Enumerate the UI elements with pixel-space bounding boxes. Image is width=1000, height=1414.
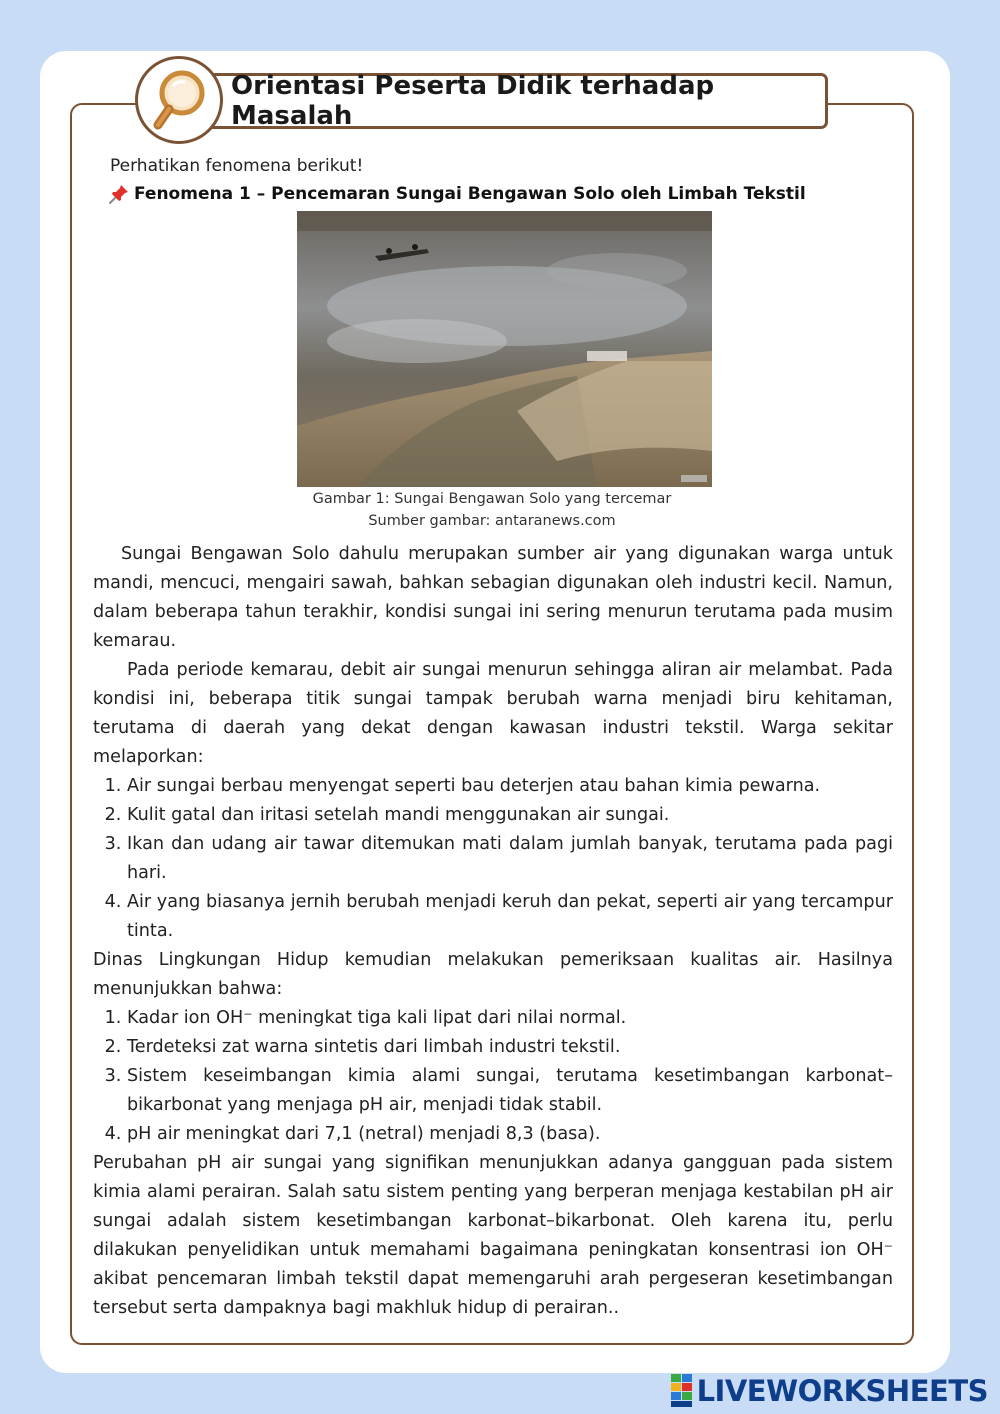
list-item: 3. Ikan dan udang air tawar ditemukan mati dalam jumlah banyak, terutama pada pagi hari. xyxy=(127,830,893,888)
magnifier-icon xyxy=(138,59,220,141)
paragraph-4: Perubahan pH air sungai yang signifikan menunjukkan adanya gangguan pada sistem kimia alami perairan. Salah satu sistem penting yang berperan menjaga kestabilan pH air sungai adalah sistem kesetimbangan karbonat–bikarbonat. Oleh karena itu, perlu dilakukan penyelidikan untuk memahami bagaimana peningkatan konsentrasi ion OH⁻ akibat pencemaran limbah tekstil dapat memengaruhi arah pergeseran kesetimbangan tersebut serta dampaknya bagi makhluk hidup di perairan.. xyxy=(93,1153,893,1318)
phenomenon-heading xyxy=(108,183,806,205)
list-item: 2. Kulit gatal dan iritasi setelah mandi menggunakan air sungai. xyxy=(127,801,893,830)
river-photo xyxy=(297,211,712,487)
list-item: 3. Sistem keseimbangan kimia alami sungai, terutama kesetimbangan karbonat–bikarbonat yang menjaga pH air, menjadi tidak stabil. xyxy=(127,1062,893,1120)
list-item: 1. Air sungai berbau menyengat seperti bau deterjen atau bahan kimia pewarna. xyxy=(127,772,893,801)
list-item: 4. pH air meningkat dari 7,1 (netral) menjadi 8,3 (basa). xyxy=(127,1120,893,1149)
brand-name: LIVEWORKSHEETS xyxy=(696,1374,988,1408)
footer-brand[interactable] xyxy=(671,1374,988,1408)
list-item: 4. Air yang biasanya jernih berubah menjadi keruh dan pekat, seperti air yang tercampur tinta. xyxy=(127,888,893,946)
figure-caption-title: Gambar 1: Sungai Bengawan Solo yang tercemar xyxy=(312,491,672,507)
figure-source: Sumber gambar: antaranews.com xyxy=(368,513,616,529)
observation-list xyxy=(93,772,893,946)
paragraph-1: Sungai Bengawan Solo dahulu merupakan sumber air yang digunakan warga untuk mandi, mencuci, mengairi sawah, bahkan sebagian digunakan oleh industri kecil. Namun, dalam beberapa tahun terakhir, kondisi sungai ini sering menurun terutama pada musim kemarau. xyxy=(93,544,893,651)
figure-caption xyxy=(290,488,694,532)
icon-badge xyxy=(135,56,223,144)
findings-list xyxy=(93,1004,893,1149)
paragraph-3: Dinas Lingkungan Hidup kemudian melakukan pemeriksaan kualitas air. Hasilnya menunjukkan bahwa: xyxy=(93,950,893,999)
phenomenon-title: Fenomena 1 – Pencemaran Sungai Bengawan Solo oleh Limbah Tekstil xyxy=(134,184,806,204)
liveworksheets-logo-icon xyxy=(671,1374,693,1408)
intro-text: Perhatikan fenomena berikut! xyxy=(110,156,364,176)
list-item: 2. Terdeteksi zat warna sintetis dari limbah industri tekstil. xyxy=(127,1033,893,1062)
body-text xyxy=(93,540,893,1323)
pushpin-icon xyxy=(108,183,130,205)
list-item: 1. Kadar ion OH⁻ meningkat tiga kali lipat dari nilai normal. xyxy=(127,1004,893,1033)
paragraph-2: Pada periode kemarau, debit air sungai menurun sehingga aliran air melambat. Pada kondisi ini, beberapa titik sungai tampak berubah warna menjadi biru kehitaman, terutama di daerah yang dekat dengan kawasan industri tekstil. Warga sekitar melaporkan: xyxy=(93,660,893,767)
section-title-box xyxy=(190,73,828,129)
section-title: Orientasi Peserta Didik terhadap Masalah xyxy=(231,71,715,131)
